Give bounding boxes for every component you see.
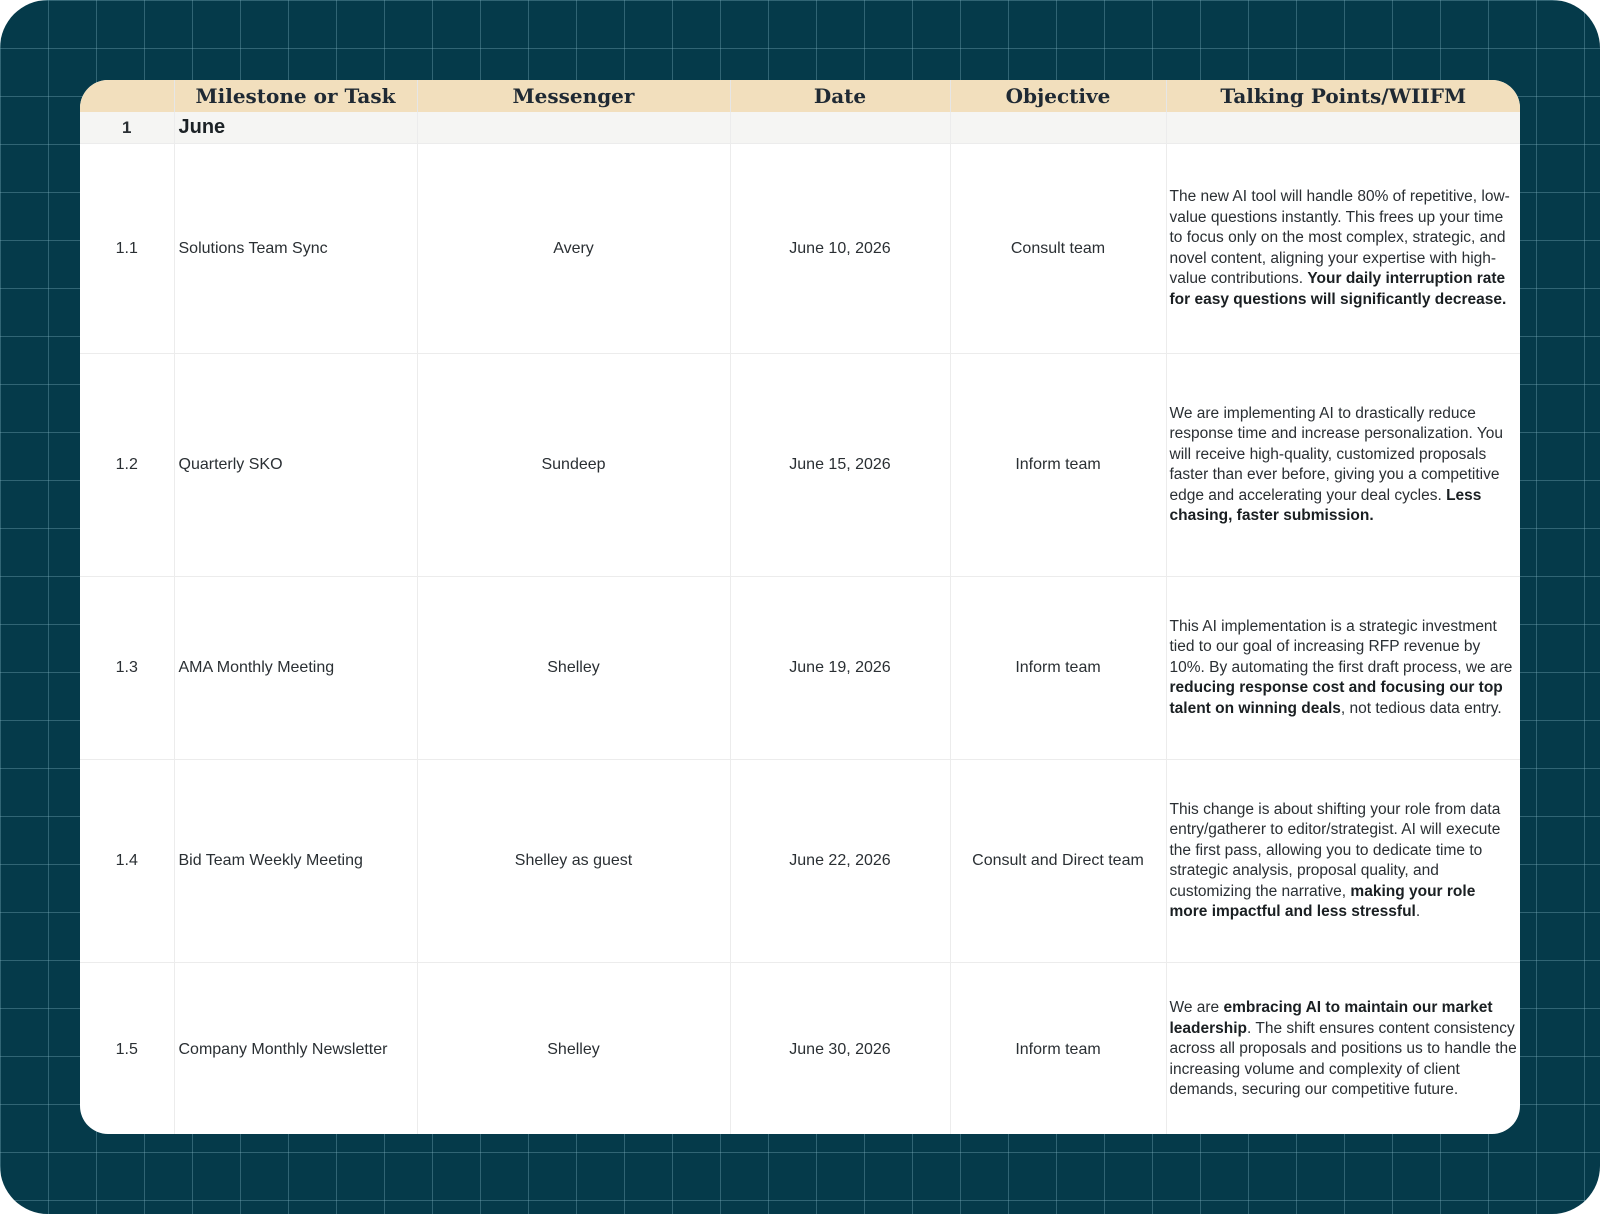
section-number: 1 xyxy=(80,112,174,144)
section-empty-cell xyxy=(730,112,950,144)
talking-points-cell xyxy=(1166,963,1520,1135)
table-row xyxy=(80,963,1520,1135)
talking-points-text: . The shift ensures content consistency across all proposals and positions us to handle the increasing volume and complexity of client demands, securing our competitive future. xyxy=(1169,1019,1517,1099)
talking-points-bold: making your role more impactful and less stressful xyxy=(1169,882,1476,920)
talking-points-bold: embracing AI to maintain our market leadership xyxy=(1169,999,1493,1037)
header-talking-points: Talking Points/WIIFM xyxy=(1166,80,1520,112)
table-row xyxy=(80,577,1520,760)
row-number: 1.3 xyxy=(80,577,174,760)
talking-points-cell xyxy=(1166,577,1520,760)
task-cell: Company Monthly Newsletter xyxy=(174,963,417,1135)
table-card xyxy=(80,80,1520,1134)
objective-cell: Inform team xyxy=(950,577,1166,760)
task-cell: Bid Team Weekly Meeting xyxy=(174,760,417,963)
talking-points-text: This AI implementation is a strategic investment tied to our goal of increasing RFP revenue by 10%. By automating the first draft process, we are xyxy=(1169,617,1513,676)
table-row xyxy=(80,354,1520,577)
header-row xyxy=(80,80,1520,112)
messenger-cell: Sundeep xyxy=(417,354,730,577)
talking-points-cell xyxy=(1166,354,1520,577)
messenger-cell: Shelley xyxy=(417,963,730,1135)
talking-points-text: . xyxy=(1415,903,1421,920)
talking-points-text: The new AI tool will handle 80% of repetitive, low-value questions instantly. This frees up your time to focus only on the most complex, strategic, and novel content, aligning your expertise with high-value contributions. xyxy=(1169,188,1510,287)
task-cell: Quarterly SKO xyxy=(174,354,417,577)
table-row xyxy=(80,760,1520,963)
header-messenger: Messenger xyxy=(417,80,730,112)
date-cell: June 22, 2026 xyxy=(730,760,950,963)
header-date: Date xyxy=(730,80,950,112)
talking-points-text: We are xyxy=(1169,999,1224,1017)
talking-points-text: We are implementing AI to drastically reduce response time and increase personalization. You will receive high-quality, customized proposals faster than ever before, giving you a competitive edge and accelerating your deal cycles. xyxy=(1169,404,1503,504)
objective-cell: Consult and Direct team xyxy=(950,760,1166,963)
date-cell: June 30, 2026 xyxy=(730,963,950,1135)
talking-points-bold: Your daily interruption rate for easy questions will significantly decrease. xyxy=(1169,270,1507,308)
section-row-june xyxy=(80,112,1520,144)
table-row xyxy=(80,144,1520,354)
row-number: 1.5 xyxy=(80,963,174,1135)
objective-cell: Consult team xyxy=(950,144,1166,354)
talking-points-bold: reducing response cost and focusing our top talent on winning deals xyxy=(1169,679,1503,717)
messenger-cell: Avery xyxy=(417,144,730,354)
date-cell: June 10, 2026 xyxy=(730,144,950,354)
row-number: 1.2 xyxy=(80,354,174,577)
section-title: June xyxy=(174,112,417,144)
talking-points-bold: Less chasing, faster submission. xyxy=(1169,486,1482,524)
header-milestone-or-task: Milestone or Task xyxy=(174,80,417,112)
talking-points-cell xyxy=(1166,144,1520,354)
row-number: 1.1 xyxy=(80,144,174,354)
objective-cell: Inform team xyxy=(950,963,1166,1135)
header-number xyxy=(80,80,174,112)
row-number: 1.4 xyxy=(80,760,174,963)
task-cell: AMA Monthly Meeting xyxy=(174,577,417,760)
date-cell: June 15, 2026 xyxy=(730,354,950,577)
messenger-cell: Shelley xyxy=(417,577,730,760)
communication-plan-table xyxy=(80,80,1520,1134)
objective-cell: Inform team xyxy=(950,354,1166,577)
header-objective: Objective xyxy=(950,80,1166,112)
task-cell: Solutions Team Sync xyxy=(174,144,417,354)
section-empty-cell xyxy=(950,112,1166,144)
talking-points-cell xyxy=(1166,760,1520,963)
messenger-cell: Shelley as guest xyxy=(417,760,730,963)
section-empty-cell xyxy=(417,112,730,144)
talking-points-text: This change is about shifting your role from data entry/gatherer to editor/strategist. AI will execute the first pass, allowing you to dedicate time to strategic analysis, proposal quality, and customizing the narrative, xyxy=(1169,800,1501,900)
section-empty-cell xyxy=(1166,112,1520,144)
date-cell: June 19, 2026 xyxy=(730,577,950,760)
talking-points-text: , not tedious data entry. xyxy=(1340,699,1502,717)
